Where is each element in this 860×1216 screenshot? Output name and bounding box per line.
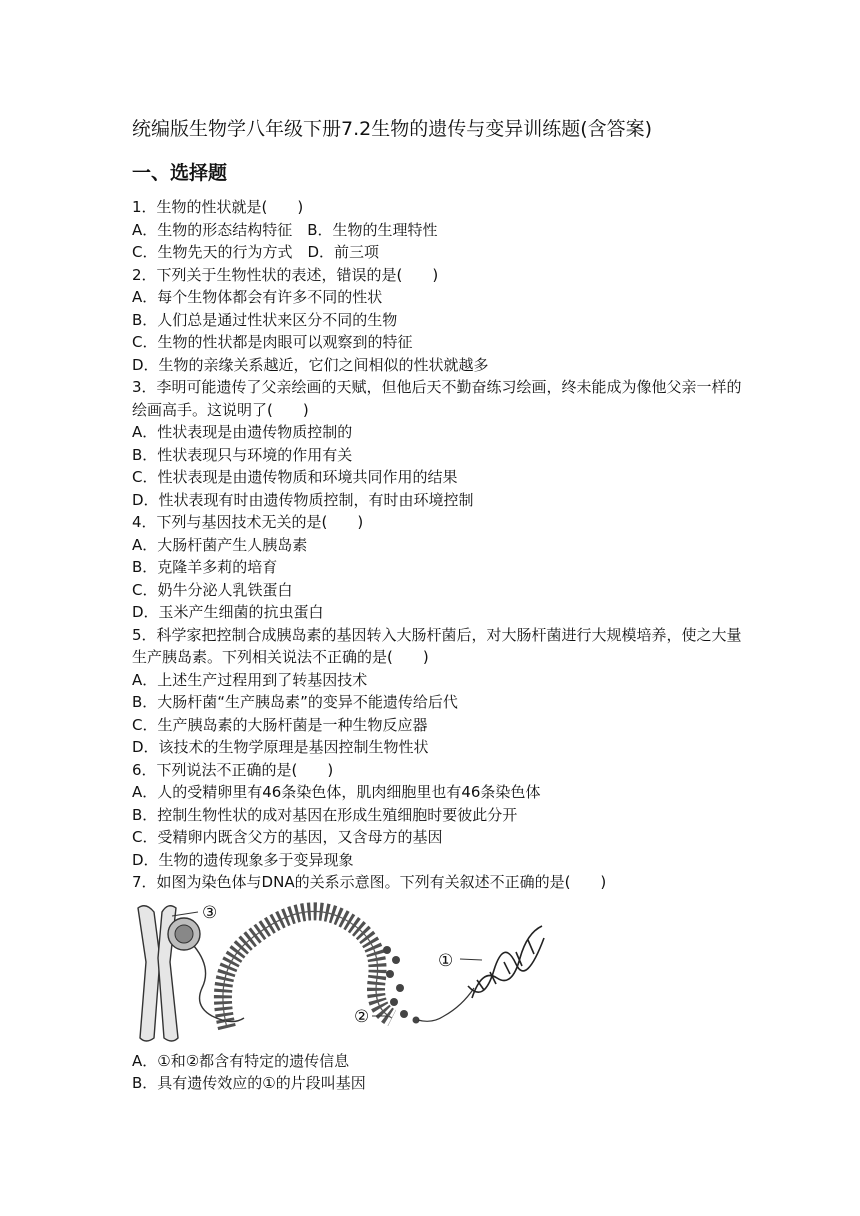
question-1-option: C．生物先天的行为方式 D．前三项 <box>132 243 380 261</box>
question-6-option: D．生物的遗传现象多于变异现象 <box>132 850 354 869</box>
question-list <box>132 196 742 1095</box>
question-1-stem: 1．生物的性状就是( ) <box>132 198 304 216</box>
question-2-stem: 2．下列关于生物性状的表述，错误的是( ) <box>132 265 439 284</box>
question-5-option: C．生产胰岛素的大肠杆菌是一种生物反应器 <box>132 715 428 734</box>
chromosome-dna-figure <box>132 898 552 1048</box>
question-6-option: B．控制生物性状的成对基因在形成生殖细胞时要彼此分开 <box>132 805 518 824</box>
question-5-option: D．该技术的生物学原理是基因控制生物性状 <box>132 738 429 756</box>
question-4-option: A．大肠杆菌产生人胰岛素 <box>132 535 308 554</box>
question-1-option: A．生物的形态结构特征 B．生物的生理特性 <box>132 220 438 239</box>
question-4-stem: 4．下列与基因技术无关的是( ) <box>132 513 364 531</box>
question-5-option: A．上述生产过程用到了转基因技术 <box>132 670 368 689</box>
section-heading: 一、选择题 <box>132 162 228 184</box>
question-2-option: D．生物的亲缘关系越近，它们之间相似的性状就越多 <box>132 355 489 374</box>
question-2-option: A．每个生物体都会有许多不同的性状 <box>132 288 383 306</box>
question-3-option: C．性状表现是由遗传物质和环境共同作用的结果 <box>132 468 458 486</box>
dna-double-helix <box>468 926 544 998</box>
question-5-option: B．大肠杆菌“生产胰岛素”的变异不能遗传给后代 <box>132 693 458 711</box>
chromosome-dna-diagram <box>132 898 552 1048</box>
figure-label-3: ③ <box>202 902 218 923</box>
question-6-option: A．人的受精卵里有46条染色体，肌肉细胞里也有46条染色体 <box>132 783 541 801</box>
question-3-option: A．性状表现是由遗传物质控制的 <box>132 423 353 441</box>
question-7-stem: 7．如图为染色体与DNA的关系示意图。下列有关叙述不正确的是( ) <box>132 873 607 891</box>
question-6-option: C．受精卵内既含父方的基因，又含母方的基因 <box>132 828 443 846</box>
document-title: 统编版生物学八年级下册7.2生物的遗传与变异训练题(含答案) <box>132 118 653 140</box>
question-3-stem: 3．李明可能遗传了父亲绘画的天赋，但他后天不勤奋练习绘画，终未能成为像他父亲一样的绘画高手。这说明了( ) <box>132 378 742 419</box>
question-4-option: B．克隆羊多莉的培育 <box>132 558 278 576</box>
question-2-option: C．生物的性状都是肉眼可以观察到的特征 <box>132 333 413 351</box>
figure-label-2: ② <box>354 1006 370 1027</box>
question-4-option: D．玉米产生细菌的抗虫蛋白 <box>132 603 324 621</box>
question-3-option: D．性状表现有时由遗传物质控制，有时由环境控制 <box>132 490 474 509</box>
question-7-option: B．具有遗传效应的①的片段叫基因 <box>132 1074 366 1092</box>
question-2-option: B．人们总是通过性状来区分不同的生物 <box>132 310 398 329</box>
nucleosome-beads <box>383 946 420 1024</box>
question-4-option: C．奶牛分泌人乳铁蛋白 <box>132 580 293 599</box>
question-6-stem: 6．下列说法不正确的是( ) <box>132 760 334 779</box>
question-7-option: A．①和②都含有特定的遗传信息 <box>132 1051 350 1070</box>
figure-label-1: ① <box>438 950 454 971</box>
question-3-option: B．性状表现只与环境的作用有关 <box>132 445 353 464</box>
question-5-stem: 5．科学家把控制合成胰岛素的基因转入大肠杆菌后，对大肠杆菌进行大规模培养，使之大量生产胰岛素。下列相关说法不正确的是( ) <box>132 625 742 666</box>
